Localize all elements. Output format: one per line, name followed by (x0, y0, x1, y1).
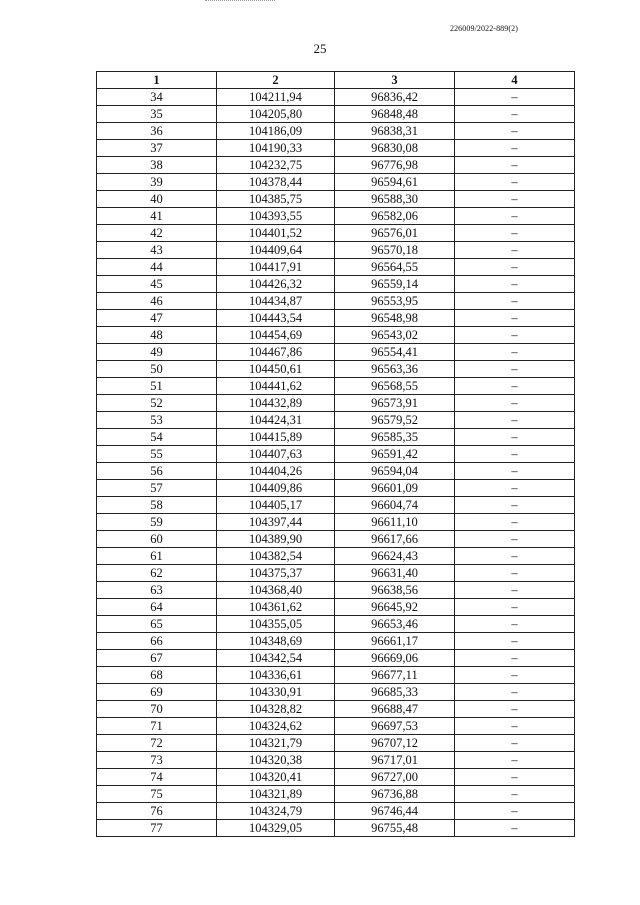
header-col-2: 2 (217, 72, 335, 89)
table-cell-col-3: 96579,52 (335, 412, 455, 429)
table-cell-col-4: – (455, 123, 575, 140)
table-cell-col-4: – (455, 667, 575, 684)
table-cell-col-1: 43 (97, 242, 217, 259)
table-row (97, 548, 575, 565)
table-cell-col-2: 104342,54 (217, 650, 335, 667)
table-cell-col-2: 104467,86 (217, 344, 335, 361)
header-col-4: 4 (455, 72, 575, 89)
table-cell-col-3: 96617,66 (335, 531, 455, 548)
table-cell-col-1: 41 (97, 208, 217, 225)
table-cell-col-3: 96601,09 (335, 480, 455, 497)
table-cell-col-3: 96776,98 (335, 157, 455, 174)
table-body (97, 89, 575, 837)
table-cell-col-1: 72 (97, 735, 217, 752)
table-cell-col-3: 96645,92 (335, 599, 455, 616)
table-cell-col-2: 104382,54 (217, 548, 335, 565)
table-cell-col-3: 96576,01 (335, 225, 455, 242)
table-cell-col-2: 104385,75 (217, 191, 335, 208)
table-cell-col-2: 104409,86 (217, 480, 335, 497)
table-cell-col-3: 96570,18 (335, 242, 455, 259)
table-cell-col-4: – (455, 548, 575, 565)
table-cell-col-4: – (455, 259, 575, 276)
table-cell-col-2: 104404,26 (217, 463, 335, 480)
table-row (97, 259, 575, 276)
table-row (97, 650, 575, 667)
table-cell-col-1: 42 (97, 225, 217, 242)
table-cell-col-1: 50 (97, 361, 217, 378)
table-cell-col-2: 104401,52 (217, 225, 335, 242)
table-cell-col-2: 104397,44 (217, 514, 335, 531)
table-cell-col-4: – (455, 497, 575, 514)
table-cell-col-1: 60 (97, 531, 217, 548)
table-cell-col-3: 96838,31 (335, 123, 455, 140)
table-cell-col-3: 96604,74 (335, 497, 455, 514)
table-cell-col-4: – (455, 684, 575, 701)
table-cell-col-4: – (455, 106, 575, 123)
table-cell-col-2: 104375,37 (217, 565, 335, 582)
table-row (97, 735, 575, 752)
table-cell-col-3: 96836,42 (335, 89, 455, 106)
table-cell-col-4: – (455, 310, 575, 327)
table-cell-col-2: 104426,32 (217, 276, 335, 293)
table-row (97, 752, 575, 769)
scan-mark (205, 0, 275, 3)
table-cell-col-1: 70 (97, 701, 217, 718)
table-cell-col-2: 104321,79 (217, 735, 335, 752)
document-number: 226009/2022-889(2) (449, 24, 518, 33)
table-cell-col-3: 96594,04 (335, 463, 455, 480)
table-row (97, 582, 575, 599)
table-row (97, 820, 575, 837)
table-cell-col-1: 54 (97, 429, 217, 446)
table-row (97, 803, 575, 820)
table-cell-col-2: 104405,17 (217, 497, 335, 514)
table-cell-col-4: – (455, 514, 575, 531)
table-cell-col-1: 49 (97, 344, 217, 361)
table-cell-col-2: 104361,62 (217, 599, 335, 616)
table-cell-col-2: 104441,62 (217, 378, 335, 395)
table-cell-col-2: 104368,40 (217, 582, 335, 599)
table-cell-col-4: – (455, 191, 575, 208)
table-cell-col-4: – (455, 531, 575, 548)
table-row (97, 480, 575, 497)
table-cell-col-2: 104450,61 (217, 361, 335, 378)
table-row (97, 446, 575, 463)
table-cell-col-2: 104320,41 (217, 769, 335, 786)
table-row (97, 769, 575, 786)
table-cell-col-4: – (455, 361, 575, 378)
table-cell-col-4: – (455, 293, 575, 310)
table-cell-col-4: – (455, 412, 575, 429)
table-cell-col-4: – (455, 157, 575, 174)
table-cell-col-4: – (455, 582, 575, 599)
table-cell-col-4: – (455, 463, 575, 480)
table-cell-col-1: 58 (97, 497, 217, 514)
table-row (97, 208, 575, 225)
table-cell-col-2: 104378,44 (217, 174, 335, 191)
table-cell-col-1: 38 (97, 157, 217, 174)
coordinates-table (96, 71, 575, 837)
table-cell-col-1: 44 (97, 259, 217, 276)
table-cell-col-2: 104205,80 (217, 106, 335, 123)
table-cell-col-2: 104432,89 (217, 395, 335, 412)
table-cell-col-3: 96746,44 (335, 803, 455, 820)
table-cell-col-4: – (455, 718, 575, 735)
table-cell-col-3: 96582,06 (335, 208, 455, 225)
table-cell-col-1: 76 (97, 803, 217, 820)
table-cell-col-1: 77 (97, 820, 217, 837)
table-cell-col-2: 104348,69 (217, 633, 335, 650)
table-row (97, 429, 575, 446)
table-cell-col-2: 104232,75 (217, 157, 335, 174)
table-cell-col-1: 51 (97, 378, 217, 395)
table-cell-col-4: – (455, 89, 575, 106)
table-cell-col-3: 96548,98 (335, 310, 455, 327)
table-cell-col-1: 62 (97, 565, 217, 582)
table-cell-col-2: 104330,91 (217, 684, 335, 701)
table-cell-col-2: 104336,61 (217, 667, 335, 684)
table-cell-col-4: – (455, 480, 575, 497)
table-cell-col-3: 96685,33 (335, 684, 455, 701)
table-cell-col-2: 104324,62 (217, 718, 335, 735)
table-row (97, 786, 575, 803)
table-cell-col-2: 104186,09 (217, 123, 335, 140)
table-cell-col-2: 104324,79 (217, 803, 335, 820)
header-col-3: 3 (335, 72, 455, 89)
table-cell-col-4: – (455, 378, 575, 395)
table-cell-col-1: 52 (97, 395, 217, 412)
table-row (97, 89, 575, 106)
table-cell-col-4: – (455, 650, 575, 667)
table-cell-col-4: – (455, 786, 575, 803)
table-cell-col-2: 104328,82 (217, 701, 335, 718)
table-row (97, 616, 575, 633)
table-row (97, 565, 575, 582)
table-cell-col-1: 59 (97, 514, 217, 531)
table-cell-col-1: 73 (97, 752, 217, 769)
table-cell-col-3: 96669,06 (335, 650, 455, 667)
table-row (97, 106, 575, 123)
table-cell-col-4: – (455, 344, 575, 361)
table-row (97, 225, 575, 242)
table-cell-col-1: 53 (97, 412, 217, 429)
table-cell-col-3: 96563,36 (335, 361, 455, 378)
table-cell-col-3: 96736,88 (335, 786, 455, 803)
table-row (97, 344, 575, 361)
table-row (97, 514, 575, 531)
table-cell-col-1: 36 (97, 123, 217, 140)
table-cell-col-4: – (455, 616, 575, 633)
table-cell-col-2: 104320,38 (217, 752, 335, 769)
table-cell-col-4: – (455, 276, 575, 293)
table-cell-col-4: – (455, 701, 575, 718)
table-cell-col-3: 96631,40 (335, 565, 455, 582)
table-cell-col-3: 96638,56 (335, 582, 455, 599)
table-cell-col-3: 96707,12 (335, 735, 455, 752)
table-row (97, 293, 575, 310)
table-row (97, 633, 575, 650)
table-cell-col-1: 47 (97, 310, 217, 327)
table-cell-col-1: 61 (97, 548, 217, 565)
table-cell-col-1: 55 (97, 446, 217, 463)
table-cell-col-2: 104329,05 (217, 820, 335, 837)
table-cell-col-4: – (455, 565, 575, 582)
table-cell-col-2: 104321,89 (217, 786, 335, 803)
table-cell-col-3: 96543,02 (335, 327, 455, 344)
table-cell-col-1: 39 (97, 174, 217, 191)
table-row (97, 684, 575, 701)
table-cell-col-2: 104417,91 (217, 259, 335, 276)
table-cell-col-3: 96585,35 (335, 429, 455, 446)
header-col-1: 1 (97, 72, 217, 89)
table-cell-col-3: 96559,14 (335, 276, 455, 293)
table-cell-col-1: 68 (97, 667, 217, 684)
table-cell-col-1: 34 (97, 89, 217, 106)
table-cell-col-3: 96611,10 (335, 514, 455, 531)
table-cell-col-2: 104211,94 (217, 89, 335, 106)
table-cell-col-2: 104415,89 (217, 429, 335, 446)
table-row (97, 361, 575, 378)
table-cell-col-4: – (455, 752, 575, 769)
table-cell-col-1: 35 (97, 106, 217, 123)
table-cell-col-4: – (455, 633, 575, 650)
table-cell-col-1: 40 (97, 191, 217, 208)
table-cell-col-3: 96594,61 (335, 174, 455, 191)
header-row (97, 72, 575, 89)
table-cell-col-3: 96653,46 (335, 616, 455, 633)
table-cell-col-3: 96554,41 (335, 344, 455, 361)
table-cell-col-2: 104355,05 (217, 616, 335, 633)
table-row (97, 718, 575, 735)
table-cell-col-1: 71 (97, 718, 217, 735)
table-row (97, 191, 575, 208)
table-cell-col-1: 67 (97, 650, 217, 667)
table-cell-col-3: 96697,53 (335, 718, 455, 735)
table-cell-col-1: 63 (97, 582, 217, 599)
table-row (97, 667, 575, 684)
table-cell-col-1: 57 (97, 480, 217, 497)
table-cell-col-3: 96755,48 (335, 820, 455, 837)
table-row (97, 310, 575, 327)
table-row (97, 599, 575, 616)
table-cell-col-2: 104407,63 (217, 446, 335, 463)
table-row (97, 276, 575, 293)
table-cell-col-4: – (455, 446, 575, 463)
table-cell-col-1: 69 (97, 684, 217, 701)
table-cell-col-3: 96717,01 (335, 752, 455, 769)
table-cell-col-2: 104409,64 (217, 242, 335, 259)
table-cell-col-2: 104434,87 (217, 293, 335, 310)
table-row (97, 157, 575, 174)
table-cell-col-4: – (455, 735, 575, 752)
table-cell-col-1: 66 (97, 633, 217, 650)
table-cell-col-4: – (455, 429, 575, 446)
table-cell-col-4: – (455, 769, 575, 786)
table-cell-col-4: – (455, 174, 575, 191)
table-cell-col-1: 45 (97, 276, 217, 293)
table-cell-col-4: – (455, 599, 575, 616)
table-row (97, 140, 575, 157)
table-row (97, 497, 575, 514)
table-cell-col-1: 48 (97, 327, 217, 344)
table-cell-col-3: 96564,55 (335, 259, 455, 276)
table-cell-col-1: 56 (97, 463, 217, 480)
table-row (97, 531, 575, 548)
table-row (97, 327, 575, 344)
table-cell-col-3: 96830,08 (335, 140, 455, 157)
table-cell-col-1: 64 (97, 599, 217, 616)
table-cell-col-4: – (455, 242, 575, 259)
table-cell-col-2: 104190,33 (217, 140, 335, 157)
table-cell-col-4: – (455, 327, 575, 344)
table-cell-col-4: – (455, 803, 575, 820)
table-row (97, 701, 575, 718)
table-cell-col-4: – (455, 208, 575, 225)
table-row (97, 463, 575, 480)
table-row (97, 123, 575, 140)
table-header (97, 72, 575, 89)
table-cell-col-2: 104393,55 (217, 208, 335, 225)
table-row (97, 174, 575, 191)
table-cell-col-3: 96624,43 (335, 548, 455, 565)
table-cell-col-4: – (455, 395, 575, 412)
table-cell-col-3: 96848,48 (335, 106, 455, 123)
table-cell-col-2: 104389,90 (217, 531, 335, 548)
table-cell-col-3: 96688,47 (335, 701, 455, 718)
table-cell-col-3: 96588,30 (335, 191, 455, 208)
table-cell-col-3: 96591,42 (335, 446, 455, 463)
table-cell-col-3: 96553,95 (335, 293, 455, 310)
table-cell-col-4: – (455, 225, 575, 242)
table-cell-col-1: 74 (97, 769, 217, 786)
table-cell-col-2: 104443,54 (217, 310, 335, 327)
table-cell-col-2: 104454,69 (217, 327, 335, 344)
table-cell-col-3: 96677,11 (335, 667, 455, 684)
table-row (97, 378, 575, 395)
table-cell-col-3: 96727,00 (335, 769, 455, 786)
table-cell-col-4: – (455, 820, 575, 837)
table-cell-col-3: 96661,17 (335, 633, 455, 650)
table-cell-col-1: 65 (97, 616, 217, 633)
table-cell-col-3: 96568,55 (335, 378, 455, 395)
table-row (97, 395, 575, 412)
table-cell-col-3: 96573,91 (335, 395, 455, 412)
table-row (97, 412, 575, 429)
table-cell-col-2: 104424,31 (217, 412, 335, 429)
table-cell-col-4: – (455, 140, 575, 157)
table-cell-col-1: 46 (97, 293, 217, 310)
table-cell-col-1: 37 (97, 140, 217, 157)
table-cell-col-1: 75 (97, 786, 217, 803)
page-number: 25 (313, 41, 327, 56)
table-row (97, 242, 575, 259)
